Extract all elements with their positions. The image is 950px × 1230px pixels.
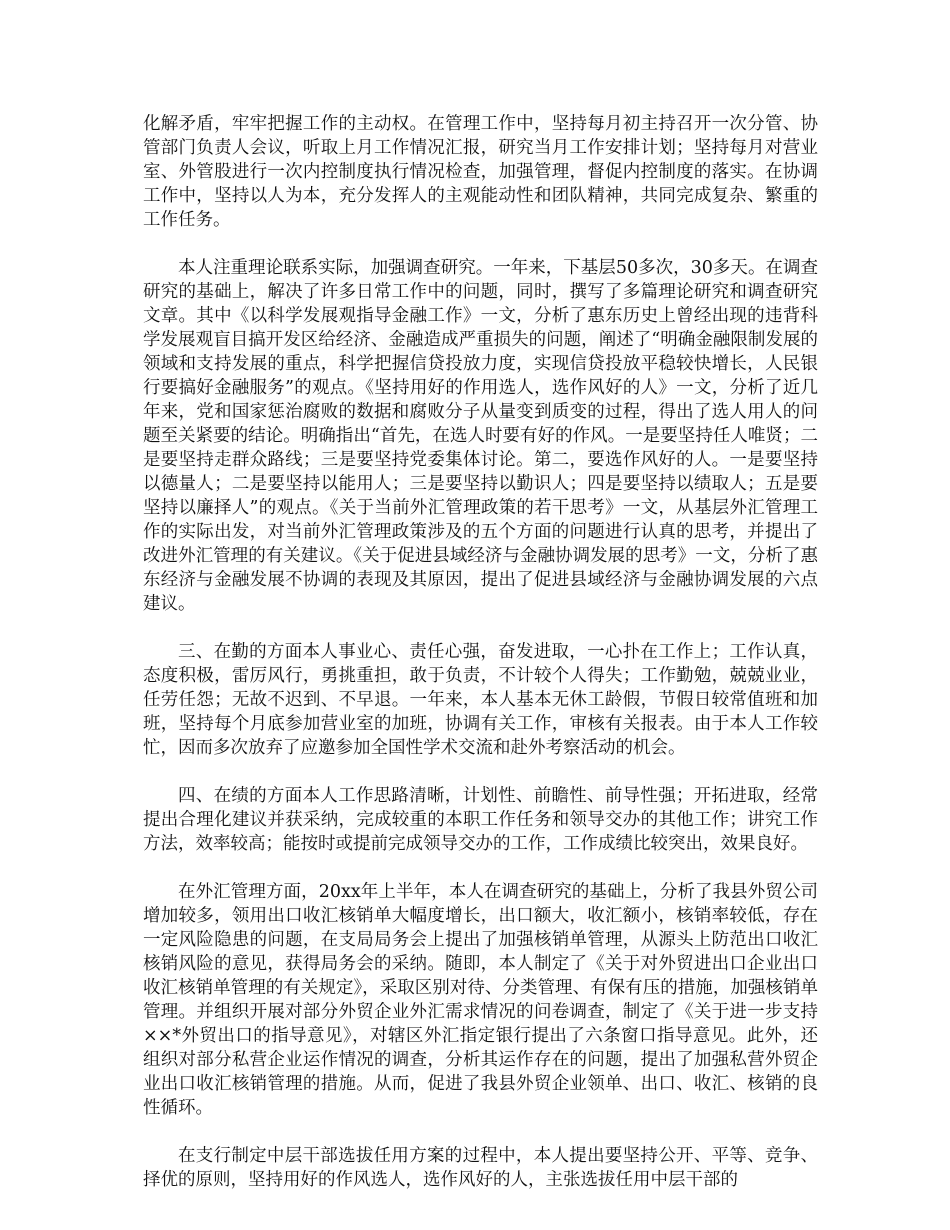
paragraph-management-coordination: 化解矛盾，牢牢把握工作的主动权。在管理工作中，坚持每月初主持召开一次分管、协管部门负责人会议，听取上月工作情况汇报，研究当月工作安排计划；坚持每月对营业室、外管股进行一次内控制度执行情况检查，加强管理，督促内控制度的落实。在协调工作中，坚持以人为本，充分发挥人的主观能动性和团队精神，共同完成复杂、繁重的工作任务。 — [143, 114, 818, 230]
paragraph-diligence: 三、在勤的方面本人事业心、责任心强，奋发进取，一心扑在工作上；工作认真，态度积极，雷厉风行，勇挑重担，敢于负责，不计较个人得失；工作勤勉，兢兢业业，任劳任怨；无故不迟到、不早退。一年来，本人基本无休工龄假，节假日较常值班和加班，坚持每个月底参加营业室的加班，协调有关工作，审核有关报表。由于本人工作较忙，因而多次放弃了应邀参加全国性学术交流和赴外考察活动的机会。 — [143, 642, 818, 758]
paragraph-research: 本人注重理论联系实际，加强调查研究。一年来，下基层50多次，30多天。在调查研究的基础上，解决了许多日常工作中的问题，同时，撰写了多篇理论研究和调查研究文章。其中《以科学发展观指导金融工作》一文，分析了惠东历史上曾经出现的违背科学发展观盲目搞开发区给经济、金融造成严重损失的问题，阐述了“明确金融限制发展的领域和支持发展的重点，科学把握信贷投放力度，实现信贷投放平稳较快增长，人民银行要搞好金融服务”的观点。《坚持用好的作用选人，选作风好的人》一文，分析了近几年来，党和国家惩治腐败的数据和腐败分子从量变到质变的过程，得出了选人用人的问题至关紧要的结论。明确指出“首先，在选人时要有好的作风。一是要坚持任人唯贤；二是要坚持走群众路线；三是要坚持党委集体讨论。第二，要选作风好的人。一是要坚持以德量人；二是要坚持以能用人；三是要坚持以勤识人；四是要坚持以绩取人；五是要坚持以廉择人”的观点。《关于当前外汇管理政策的若干思考》一文，从基层外汇管理工作的实际出发，对当前外汇管理政策涉及的五个方面的问题进行认真的思考，并提出了改进外汇管理的有关建议。《关于促进县域经济与金融协调发展的思考》一文，分析了惠东经济与金融发展不协调的表现及其原因，提出了促进县域经济与金融协调发展的六点建议。 — [143, 258, 818, 614]
paragraph-forex-management: 在外汇管理方面，20xx年上半年，本人在调查研究的基础上，分析了我县外贸公司增加较多，领用出口收汇核销单大幅度增长，出口额大，收汇额小，核销率较低，存在一定风险隐患的问题，在支局局务会上提出了加强核销单管理，从源头上防范出口收汇核销风险的意见，获得局务会的采纳。随即，本人制定了《关于对外贸进出口企业出口收汇核销单管理的有关规定》，采取区别对待、分类管理、有保有压的措施，加强核销单管理。并组织开展对部分外贸企业外汇需求情况的问卷调查，制定了《关于进一步支持××*外贸出口的指导意见》，对辖区外汇指定银行提出了六条窗口指导意见。此外，还组织对部分私营企业运作情况的调查，分析其运作存在的问题，提出了加强私营外贸企业出口收汇核销管理的措施。从而，促进了我县外贸企业领单、出口、收汇、核销的良性循环。 — [143, 882, 818, 1118]
paragraph-cadre-selection: 在支行制定中层干部选拔任用方案的过程中，本人提出要坚持公开、平等、竞争、择优的原则，坚持用好的作风选人，选作风好的人，主张选拔任用中层干部的 — [143, 1146, 818, 1190]
document-body — [143, 112, 818, 1192]
paragraph-performance: 四、在绩的方面本人工作思路清晰，计划性、前瞻性、前导性强；开拓进取，经常提出合理化建议并获采纳，完成较重的本职工作任务和领导交办的其他工作；讲究工作方法，效率较高；能按时或提前完成领导交办的工作，工作成绩比较突出，效果良好。 — [143, 786, 818, 854]
